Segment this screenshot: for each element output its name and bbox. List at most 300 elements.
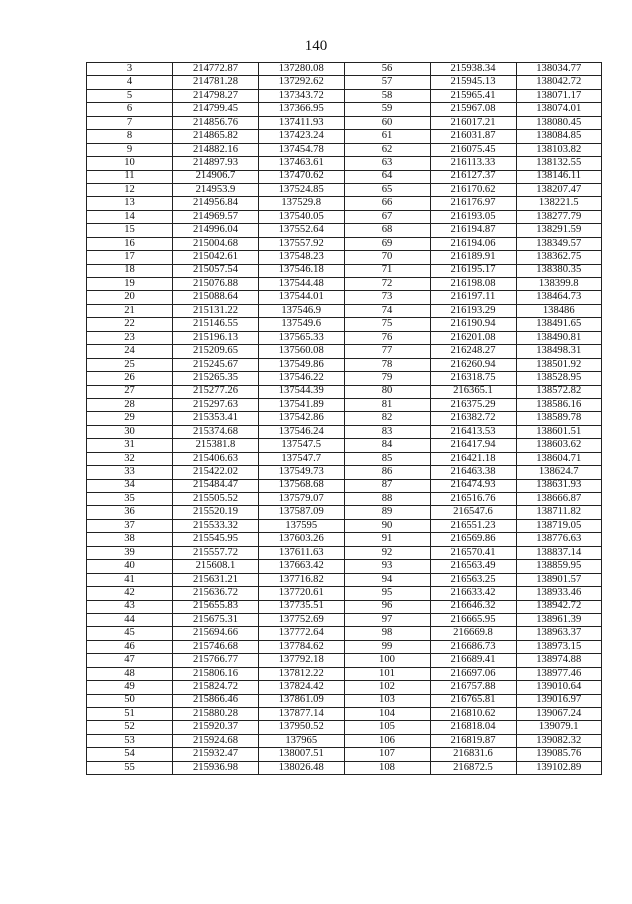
x-coordinate-right-cell: 215965.41 [430,89,516,102]
x-coordinate-left-cell: 215920.37 [173,721,259,734]
table-row [87,251,602,264]
point-number-right-cell: 76 [344,331,430,344]
point-number-left-cell: 32 [87,452,173,465]
x-coordinate-left-cell: 214956.84 [173,197,259,210]
point-number-right-cell: 91 [344,533,430,546]
point-number-left-cell: 51 [87,708,173,721]
table-row [87,425,602,438]
x-coordinate-right-cell: 216189.91 [430,251,516,264]
y-coordinate-left-cell: 137544.39 [259,385,345,398]
x-coordinate-right-cell: 216382.72 [430,412,516,425]
x-coordinate-left-cell: 215406.63 [173,452,259,465]
x-coordinate-left-cell: 215746.68 [173,640,259,653]
x-coordinate-right-cell: 215945.13 [430,76,516,89]
y-coordinate-left-cell: 137735.51 [259,600,345,613]
point-number-right-cell: 88 [344,493,430,506]
point-number-right-cell: 78 [344,358,430,371]
point-number-right-cell: 58 [344,89,430,102]
y-coordinate-left-cell: 137824.42 [259,681,345,694]
y-coordinate-right-cell: 138380.35 [516,264,602,277]
y-coordinate-right-cell: 138719.05 [516,519,602,532]
x-coordinate-right-cell: 216810.62 [430,708,516,721]
point-number-left-cell: 6 [87,103,173,116]
point-number-right-cell: 73 [344,291,430,304]
y-coordinate-left-cell: 137546.18 [259,264,345,277]
x-coordinate-right-cell: 216646.32 [430,600,516,613]
x-coordinate-left-cell: 214798.27 [173,89,259,102]
point-number-right-cell: 104 [344,708,430,721]
y-coordinate-right-cell: 138103.82 [516,143,602,156]
y-coordinate-right-cell: 138933.46 [516,587,602,600]
x-coordinate-right-cell: 216075.45 [430,143,516,156]
point-number-right-cell: 64 [344,170,430,183]
x-coordinate-left-cell: 215608.1 [173,560,259,573]
y-coordinate-left-cell: 137542.86 [259,412,345,425]
x-coordinate-left-cell: 215806.16 [173,667,259,680]
x-coordinate-left-cell: 214882.16 [173,143,259,156]
table-row [87,89,602,102]
point-number-right-cell: 108 [344,761,430,774]
y-coordinate-left-cell: 137547.5 [259,439,345,452]
x-coordinate-right-cell: 216547.6 [430,506,516,519]
table-row [87,63,602,76]
x-coordinate-left-cell: 215277.26 [173,385,259,398]
y-coordinate-left-cell: 137557.92 [259,237,345,250]
x-coordinate-left-cell: 215766.77 [173,654,259,667]
x-coordinate-right-cell: 216190.94 [430,318,516,331]
coordinates-table-body [87,63,602,775]
table-row [87,721,602,734]
y-coordinate-right-cell: 139082.32 [516,734,602,747]
y-coordinate-right-cell: 138631.93 [516,479,602,492]
point-number-left-cell: 22 [87,318,173,331]
table-row [87,613,602,626]
table-row [87,291,602,304]
y-coordinate-left-cell: 137603.26 [259,533,345,546]
x-coordinate-left-cell: 215557.72 [173,546,259,559]
x-coordinate-left-cell: 214969.57 [173,210,259,223]
x-coordinate-left-cell: 215004.68 [173,237,259,250]
point-number-right-cell: 62 [344,143,430,156]
table-row [87,493,602,506]
x-coordinate-right-cell: 216765.81 [430,694,516,707]
table-row [87,681,602,694]
y-coordinate-right-cell: 138080.45 [516,116,602,129]
x-coordinate-right-cell: 216365.1 [430,385,516,398]
point-number-left-cell: 17 [87,251,173,264]
x-coordinate-left-cell: 215146.55 [173,318,259,331]
y-coordinate-right-cell: 139079.1 [516,721,602,734]
y-coordinate-left-cell: 137280.08 [259,63,345,76]
y-coordinate-right-cell: 138963.37 [516,627,602,640]
y-coordinate-right-cell: 139102.89 [516,761,602,774]
point-number-left-cell: 7 [87,116,173,129]
y-coordinate-right-cell: 138973.15 [516,640,602,653]
x-coordinate-left-cell: 215422.02 [173,466,259,479]
y-coordinate-left-cell: 137546.24 [259,425,345,438]
y-coordinate-left-cell: 137565.33 [259,331,345,344]
y-coordinate-left-cell: 137552.64 [259,224,345,237]
x-coordinate-left-cell: 214897.93 [173,157,259,170]
table-row [87,654,602,667]
table-row [87,76,602,89]
y-coordinate-right-cell: 138277.79 [516,210,602,223]
y-coordinate-right-cell: 138604.71 [516,452,602,465]
x-coordinate-right-cell: 216170.62 [430,183,516,196]
table-row [87,600,602,613]
y-coordinate-right-cell: 138486 [516,304,602,317]
y-coordinate-left-cell: 137544.48 [259,278,345,291]
x-coordinate-left-cell: 215936.98 [173,761,259,774]
point-number-left-cell: 23 [87,331,173,344]
x-coordinate-left-cell: 215057.54 [173,264,259,277]
y-coordinate-right-cell: 138859.95 [516,560,602,573]
point-number-left-cell: 31 [87,439,173,452]
y-coordinate-left-cell: 137716.82 [259,573,345,586]
x-coordinate-right-cell: 216669.8 [430,627,516,640]
x-coordinate-left-cell: 215880.28 [173,708,259,721]
point-number-left-cell: 16 [87,237,173,250]
point-number-right-cell: 107 [344,748,430,761]
point-number-left-cell: 35 [87,493,173,506]
x-coordinate-left-cell: 215824.72 [173,681,259,694]
table-row [87,358,602,371]
x-coordinate-left-cell: 214906.7 [173,170,259,183]
x-coordinate-left-cell: 215533.32 [173,519,259,532]
y-coordinate-left-cell: 137549.73 [259,466,345,479]
point-number-right-cell: 94 [344,573,430,586]
y-coordinate-right-cell: 138207.47 [516,183,602,196]
table-row [87,479,602,492]
x-coordinate-right-cell: 216194.06 [430,237,516,250]
y-coordinate-left-cell: 137470.62 [259,170,345,183]
point-number-left-cell: 50 [87,694,173,707]
y-coordinate-right-cell: 138349.57 [516,237,602,250]
point-number-right-cell: 101 [344,667,430,680]
x-coordinate-right-cell: 216872.5 [430,761,516,774]
x-coordinate-right-cell: 216195.17 [430,264,516,277]
point-number-right-cell: 100 [344,654,430,667]
y-coordinate-left-cell: 137595 [259,519,345,532]
point-number-left-cell: 53 [87,734,173,747]
x-coordinate-left-cell: 215131.22 [173,304,259,317]
point-number-left-cell: 24 [87,345,173,358]
y-coordinate-left-cell: 137546.22 [259,372,345,385]
point-number-left-cell: 9 [87,143,173,156]
page-number: 140 [304,38,328,54]
table-row [87,439,602,452]
x-coordinate-left-cell: 215245.67 [173,358,259,371]
point-number-left-cell: 42 [87,587,173,600]
y-coordinate-right-cell: 138528.95 [516,372,602,385]
point-number-right-cell: 80 [344,385,430,398]
x-coordinate-left-cell: 215196.13 [173,331,259,344]
y-coordinate-left-cell: 137965 [259,734,345,747]
table-row [87,345,602,358]
y-coordinate-left-cell: 137524.85 [259,183,345,196]
y-coordinate-right-cell: 138961.39 [516,613,602,626]
point-number-left-cell: 18 [87,264,173,277]
point-number-right-cell: 71 [344,264,430,277]
y-coordinate-right-cell: 138589.78 [516,412,602,425]
x-coordinate-right-cell: 216570.41 [430,546,516,559]
x-coordinate-right-cell: 216198.08 [430,278,516,291]
x-coordinate-right-cell: 216197.11 [430,291,516,304]
y-coordinate-right-cell: 138624.7 [516,466,602,479]
point-number-right-cell: 65 [344,183,430,196]
x-coordinate-left-cell: 215505.52 [173,493,259,506]
x-coordinate-right-cell: 216201.08 [430,331,516,344]
y-coordinate-right-cell: 138586.16 [516,398,602,411]
table-row [87,734,602,747]
table-row [87,627,602,640]
y-coordinate-left-cell: 137752.69 [259,613,345,626]
x-coordinate-right-cell: 216421.18 [430,452,516,465]
point-number-left-cell: 41 [87,573,173,586]
point-number-right-cell: 103 [344,694,430,707]
x-coordinate-right-cell: 216248.27 [430,345,516,358]
y-coordinate-left-cell: 137784.62 [259,640,345,653]
x-coordinate-right-cell: 216193.29 [430,304,516,317]
table-row [87,546,602,559]
table-row [87,264,602,277]
point-number-left-cell: 15 [87,224,173,237]
y-coordinate-left-cell: 137568.68 [259,479,345,492]
point-number-right-cell: 63 [344,157,430,170]
y-coordinate-left-cell: 137549.6 [259,318,345,331]
table-row [87,519,602,532]
x-coordinate-left-cell: 215631.21 [173,573,259,586]
y-coordinate-left-cell: 137411.93 [259,116,345,129]
y-coordinate-left-cell: 137366.95 [259,103,345,116]
y-coordinate-right-cell: 139010.64 [516,681,602,694]
point-number-right-cell: 105 [344,721,430,734]
y-coordinate-right-cell: 138464.73 [516,291,602,304]
point-number-left-cell: 14 [87,210,173,223]
point-number-right-cell: 92 [344,546,430,559]
x-coordinate-right-cell: 216417.94 [430,439,516,452]
x-coordinate-left-cell: 215694.66 [173,627,259,640]
x-coordinate-left-cell: 215374.68 [173,425,259,438]
y-coordinate-right-cell: 138901.57 [516,573,602,586]
y-coordinate-right-cell: 138837.14 [516,546,602,559]
point-number-right-cell: 67 [344,210,430,223]
y-coordinate-left-cell: 137548.23 [259,251,345,264]
point-number-left-cell: 48 [87,667,173,680]
y-coordinate-left-cell: 137861.09 [259,694,345,707]
point-number-left-cell: 13 [87,197,173,210]
point-number-right-cell: 79 [344,372,430,385]
x-coordinate-left-cell: 215076.88 [173,278,259,291]
x-coordinate-left-cell: 215866.46 [173,694,259,707]
y-coordinate-right-cell: 138291.59 [516,224,602,237]
y-coordinate-left-cell: 137343.72 [259,89,345,102]
x-coordinate-left-cell: 215088.64 [173,291,259,304]
point-number-right-cell: 99 [344,640,430,653]
point-number-right-cell: 83 [344,425,430,438]
point-number-right-cell: 85 [344,452,430,465]
x-coordinate-right-cell: 216463.38 [430,466,516,479]
x-coordinate-right-cell: 216127.37 [430,170,516,183]
x-coordinate-left-cell: 215636.72 [173,587,259,600]
table-row [87,103,602,116]
y-coordinate-right-cell: 139067.24 [516,708,602,721]
coordinates-table [86,62,602,775]
table-row [87,748,602,761]
point-number-right-cell: 82 [344,412,430,425]
x-coordinate-right-cell: 216375.29 [430,398,516,411]
y-coordinate-right-cell: 138974.88 [516,654,602,667]
point-number-right-cell: 56 [344,63,430,76]
point-number-right-cell: 81 [344,398,430,411]
x-coordinate-right-cell: 216686.73 [430,640,516,653]
point-number-right-cell: 61 [344,130,430,143]
x-coordinate-right-cell: 216563.49 [430,560,516,573]
y-coordinate-right-cell: 138399.8 [516,278,602,291]
y-coordinate-right-cell: 138084.85 [516,130,602,143]
point-number-left-cell: 27 [87,385,173,398]
table-row [87,533,602,546]
table-row [87,587,602,600]
point-number-left-cell: 5 [87,89,173,102]
x-coordinate-left-cell: 214856.76 [173,116,259,129]
y-coordinate-left-cell: 137292.62 [259,76,345,89]
table-row [87,143,602,156]
table-row [87,197,602,210]
y-coordinate-left-cell: 137540.05 [259,210,345,223]
point-number-left-cell: 45 [87,627,173,640]
x-coordinate-left-cell: 215353.41 [173,412,259,425]
y-coordinate-left-cell: 137611.63 [259,546,345,559]
y-coordinate-right-cell: 138491.65 [516,318,602,331]
point-number-right-cell: 102 [344,681,430,694]
table-row [87,640,602,653]
y-coordinate-right-cell: 138977.46 [516,667,602,680]
point-number-left-cell: 4 [87,76,173,89]
table-row [87,466,602,479]
x-coordinate-right-cell: 216516.76 [430,493,516,506]
point-number-left-cell: 29 [87,412,173,425]
point-number-right-cell: 70 [344,251,430,264]
point-number-left-cell: 26 [87,372,173,385]
table-row [87,398,602,411]
x-coordinate-right-cell: 216633.42 [430,587,516,600]
point-number-left-cell: 37 [87,519,173,532]
table-row [87,694,602,707]
y-coordinate-right-cell: 138711.82 [516,506,602,519]
point-number-left-cell: 25 [87,358,173,371]
x-coordinate-right-cell: 216017.21 [430,116,516,129]
x-coordinate-right-cell: 216551.23 [430,519,516,532]
table-row [87,278,602,291]
y-coordinate-left-cell: 137950.52 [259,721,345,734]
x-coordinate-right-cell: 216697.06 [430,667,516,680]
x-coordinate-right-cell: 216819.87 [430,734,516,747]
y-coordinate-left-cell: 137541.89 [259,398,345,411]
point-number-right-cell: 68 [344,224,430,237]
point-number-right-cell: 66 [344,197,430,210]
point-number-left-cell: 11 [87,170,173,183]
x-coordinate-left-cell: 214865.82 [173,130,259,143]
table-row [87,224,602,237]
x-coordinate-right-cell: 216318.75 [430,372,516,385]
y-coordinate-right-cell: 139016.97 [516,694,602,707]
point-number-right-cell: 96 [344,600,430,613]
point-number-right-cell: 74 [344,304,430,317]
y-coordinate-left-cell: 137560.08 [259,345,345,358]
table-row [87,560,602,573]
x-coordinate-left-cell: 215265.35 [173,372,259,385]
point-number-left-cell: 49 [87,681,173,694]
x-coordinate-right-cell: 216569.86 [430,533,516,546]
point-number-left-cell: 8 [87,130,173,143]
point-number-right-cell: 60 [344,116,430,129]
x-coordinate-right-cell: 216689.41 [430,654,516,667]
x-coordinate-right-cell: 216665.95 [430,613,516,626]
y-coordinate-right-cell: 138572.82 [516,385,602,398]
x-coordinate-left-cell: 215655.83 [173,600,259,613]
table-row [87,130,602,143]
x-coordinate-left-cell: 214772.87 [173,63,259,76]
point-number-right-cell: 90 [344,519,430,532]
point-number-right-cell: 98 [344,627,430,640]
y-coordinate-left-cell: 137463.61 [259,157,345,170]
y-coordinate-left-cell: 137587.09 [259,506,345,519]
x-coordinate-left-cell: 215932.47 [173,748,259,761]
y-coordinate-right-cell: 138498.31 [516,345,602,358]
x-coordinate-left-cell: 215484.47 [173,479,259,492]
point-number-right-cell: 59 [344,103,430,116]
table-row [87,237,602,250]
x-coordinate-left-cell: 215924.68 [173,734,259,747]
y-coordinate-left-cell: 137549.86 [259,358,345,371]
point-number-left-cell: 47 [87,654,173,667]
point-number-right-cell: 72 [344,278,430,291]
y-coordinate-right-cell: 139085.76 [516,748,602,761]
y-coordinate-left-cell: 138026.48 [259,761,345,774]
x-coordinate-left-cell: 214953.9 [173,183,259,196]
y-coordinate-right-cell: 138042.72 [516,76,602,89]
y-coordinate-right-cell: 138034.77 [516,63,602,76]
point-number-left-cell: 54 [87,748,173,761]
x-coordinate-right-cell: 215938.34 [430,63,516,76]
table-row [87,452,602,465]
y-coordinate-left-cell: 137720.61 [259,587,345,600]
y-coordinate-left-cell: 138007.51 [259,748,345,761]
point-number-left-cell: 38 [87,533,173,546]
y-coordinate-left-cell: 137529.8 [259,197,345,210]
point-number-right-cell: 93 [344,560,430,573]
x-coordinate-left-cell: 214781.28 [173,76,259,89]
x-coordinate-right-cell: 216113.33 [430,157,516,170]
x-coordinate-left-cell: 215675.31 [173,613,259,626]
y-coordinate-left-cell: 137547.7 [259,452,345,465]
x-coordinate-left-cell: 215520.19 [173,506,259,519]
x-coordinate-right-cell: 216031.87 [430,130,516,143]
x-coordinate-left-cell: 215042.61 [173,251,259,264]
point-number-left-cell: 52 [87,721,173,734]
point-number-right-cell: 86 [344,466,430,479]
y-coordinate-right-cell: 138942.72 [516,600,602,613]
table-row [87,304,602,317]
x-coordinate-left-cell: 215545.95 [173,533,259,546]
y-coordinate-right-cell: 138601.51 [516,425,602,438]
point-number-left-cell: 33 [87,466,173,479]
point-number-right-cell: 106 [344,734,430,747]
point-number-left-cell: 28 [87,398,173,411]
y-coordinate-right-cell: 138071.17 [516,89,602,102]
point-number-right-cell: 95 [344,587,430,600]
